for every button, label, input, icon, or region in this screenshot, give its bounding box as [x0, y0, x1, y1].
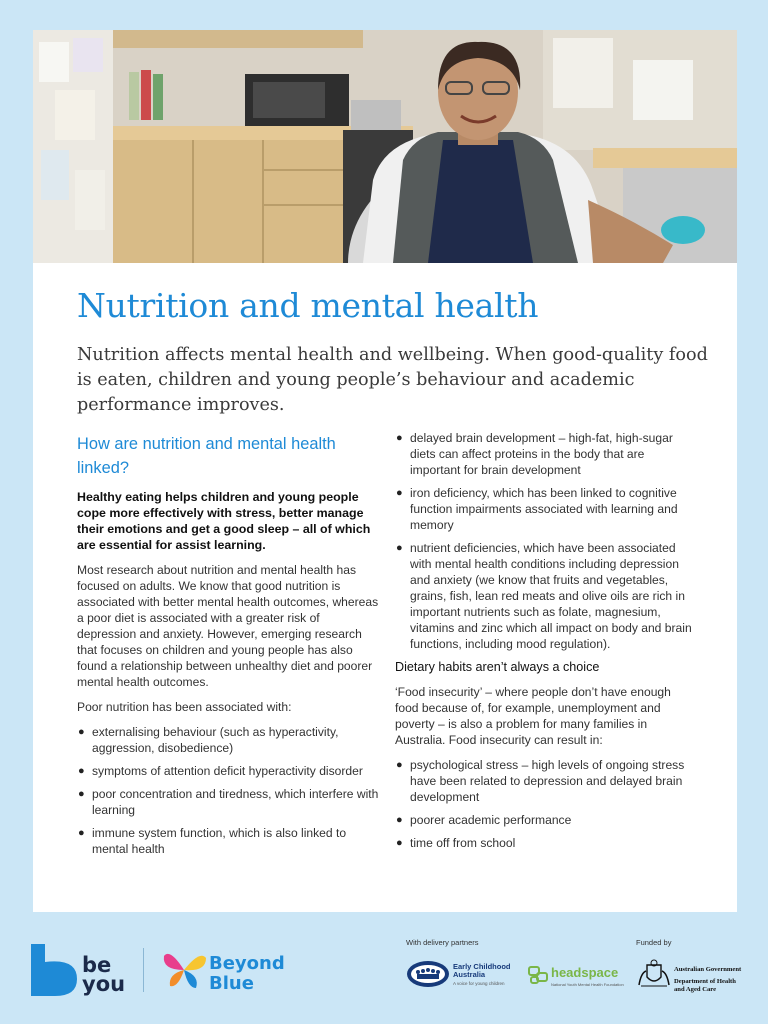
footer: [0, 912, 768, 1024]
bullet-icon: ●: [78, 827, 85, 839]
be-you-line: you: [82, 972, 126, 996]
body-paragraph: Most research about nutrition and mental health has focused on adults. We know that good nutrition is associated with better mental health outcomes, whereas a poor diet is associated with a greater risk of depression and anxiety. However, emerging research that focuses on children and young people has also found a relationship between unhealthy diet and poorer mental health outcomes.: [77, 563, 379, 689]
list-item-text: time off from school: [410, 836, 516, 850]
bullet-icon: ●: [78, 788, 85, 800]
food-insecurity-list: [395, 757, 697, 851]
list-item-text: poorer academic performance: [410, 813, 572, 827]
list-item: [77, 786, 379, 818]
list-item: [77, 763, 379, 779]
right-column: [395, 430, 697, 858]
logo-divider: [143, 948, 144, 992]
beyond-blue-line: Blue: [209, 973, 254, 994]
headspace-tagline: National Youth Mental Health Foundation: [551, 982, 624, 987]
bullet-icon: ●: [78, 726, 85, 738]
partners-label: With delivery partners: [406, 938, 479, 947]
bullet-icon: ●: [396, 432, 403, 444]
list-item-text: delayed brain development – high-fat, high-sugar diets can affect proteins in the body that are important for brain development: [410, 431, 673, 477]
poor-nutrition-list: [77, 724, 379, 857]
list-item: [77, 825, 379, 857]
beyond-blue-logo-text: [209, 954, 285, 994]
be-you-logo-icon: [31, 944, 77, 996]
bullet-icon: ●: [396, 759, 403, 771]
section-heading: How are nutrition and mental health linked?: [77, 435, 336, 477]
list-item: [395, 757, 697, 805]
bullet-icon: ●: [396, 814, 403, 826]
body-paragraph: ‘Food insecurity’ – where people don’t have enough food because of, for example, unemployment and poverty – is also a problem for many families in Australia. Food insecurity can result in:: [395, 685, 671, 747]
list-item: [395, 835, 697, 851]
list-item: [395, 812, 697, 828]
list-item-text: nutrient deficiencies, which have been associated with mental health conditions including depression and anxiety (we know that fruits and vegetables, grains, fish, lean red meats and olive oils are rich in important nutrients such as folate, magnesium, vitamins and zinc which all impact on body and brain functions, including mood regulation).: [410, 541, 692, 651]
funded-label: Funded by: [636, 938, 672, 947]
list-item-text: externalising behaviour (such as hyperactivity, aggression, disobedience): [92, 725, 339, 755]
gov-line: and Aged Care: [674, 986, 717, 993]
beyond-blue-line: Beyond: [209, 953, 285, 974]
kitchen-photo: [33, 30, 737, 263]
gov-line: Department of Health: [674, 978, 736, 985]
list-item: [395, 540, 697, 652]
list-item-text: psychological stress – high levels of ongoing stress have been related to depression and delayed brain development: [410, 758, 685, 804]
headspace-logo-icon: [528, 964, 550, 986]
effects-list: [395, 430, 697, 652]
eca-line: Early Childhood: [453, 962, 511, 971]
page-title: Nutrition and mental health: [77, 286, 539, 325]
bullet-icon: ●: [78, 765, 85, 777]
bullet-icon: ●: [396, 542, 403, 554]
coat-of-arms-icon: [637, 959, 671, 989]
subheading: Dietary habits aren’t always a choice: [395, 660, 600, 674]
fact-sheet-card: [33, 30, 737, 912]
butterfly-icon: [162, 946, 206, 990]
bullet-icon: ●: [396, 837, 403, 849]
gov-line: Australian Government: [674, 966, 742, 973]
list-item-text: immune system function, which is also linked to mental health: [92, 826, 347, 856]
body-paragraph: Poor nutrition has been associated with:: [77, 700, 292, 714]
list-item: [395, 430, 697, 478]
early-childhood-australia-logo-icon: [406, 960, 450, 988]
headspace-logo-text: headspace: [551, 965, 619, 980]
left-column: [77, 432, 379, 864]
list-item-text: poor concentration and tiredness, which interfere with learning: [92, 787, 379, 817]
bullet-icon: ●: [396, 487, 403, 499]
eca-line: Australia: [453, 970, 486, 979]
eca-logo-text: [453, 963, 511, 979]
government-logo-text: [674, 966, 741, 994]
lead-paragraph: Healthy eating helps children and young people cope more effectively with stress, better manage their emotions and get a good sleep – all of which are essential for assist learning.: [77, 490, 371, 552]
list-item-text: symptoms of attention deficit hyperactivity disorder: [92, 764, 363, 778]
list-item-text: iron deficiency, which has been linked to cognitive function impairments associated with learning and memory: [410, 486, 678, 532]
list-item: [77, 724, 379, 756]
eca-tagline: A voice for young children: [453, 981, 505, 986]
be-you-line: be: [82, 953, 112, 977]
intro-paragraph: Nutrition affects mental health and wellbeing. When good-quality food is eaten, children and young people’s behaviour and academic performance improves.: [77, 345, 708, 415]
list-item: [395, 485, 697, 533]
be-you-logo-text: [82, 953, 126, 996]
